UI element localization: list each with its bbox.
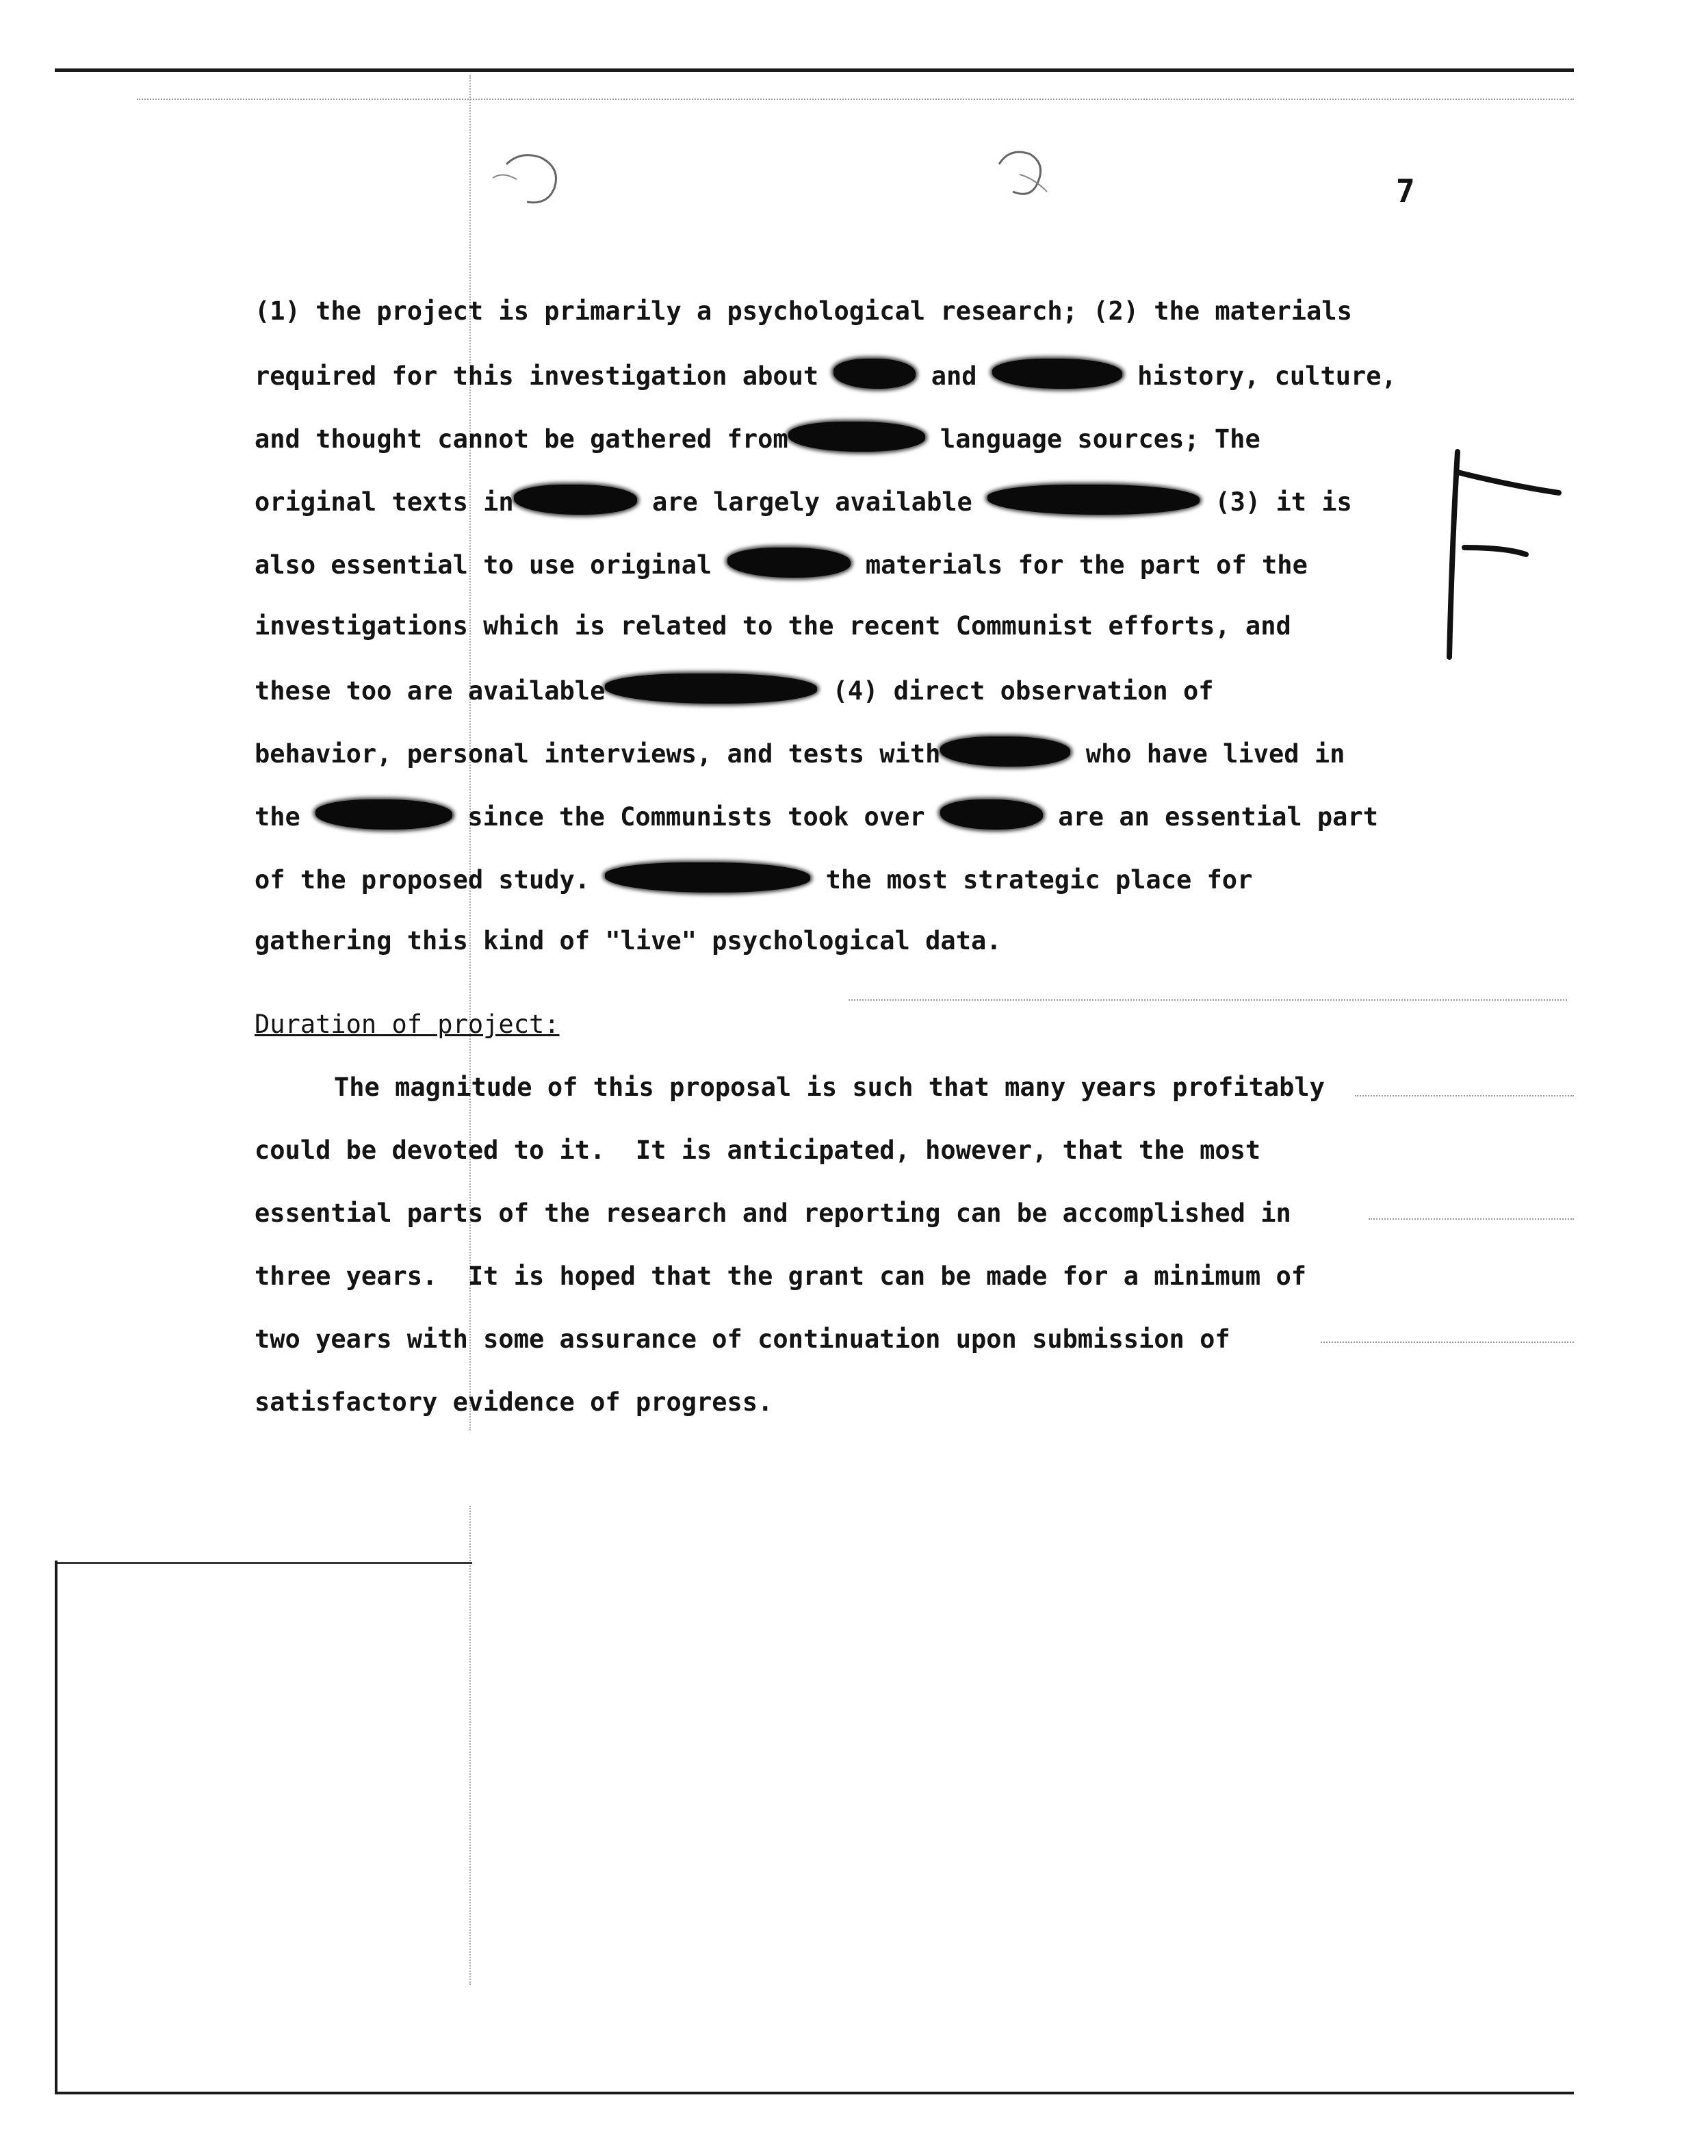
paragraph-line: and thought cannot be gathered from language sources; The (255, 422, 1486, 485)
bottom-rule (55, 2092, 1574, 2094)
paragraph-line: three years. It is hoped that the grant can be made for a minimum of (255, 1261, 1307, 1291)
paragraph-line: investigations which is related to the recent Communist efforts, and (255, 611, 1291, 641)
section-heading: Duration of project: (255, 1010, 560, 1039)
redaction-block (727, 548, 851, 578)
paragraph-line: behavior, personal interviews, and tests with who have lived in (255, 736, 1486, 799)
paragraph-line: satisfactory evidence of progress. (255, 1387, 773, 1417)
redaction-block (605, 862, 810, 893)
redaction-block (833, 359, 916, 389)
redaction-block (940, 736, 1070, 767)
redaction-block (992, 359, 1122, 389)
redaction-block (987, 485, 1200, 515)
paragraph-line: also essential to use original materials for the part of the (255, 548, 1486, 611)
redaction-block (605, 673, 817, 704)
form-border-left (55, 1561, 57, 2094)
document-body (255, 296, 1486, 1450)
redaction-block (788, 422, 925, 452)
paragraph-line: two years with some assurance of continuation upon submission of (255, 1324, 1230, 1354)
paragraph-line: required for this investigation about and history, culture, (255, 359, 1486, 422)
faded-stamp-mark (972, 137, 1081, 219)
faded-stamp-mark (479, 137, 588, 219)
page-number: 7 (1396, 172, 1415, 209)
paragraph-line: The magnitude of this proposal is such that many years profitably (334, 1073, 1325, 1102)
redaction-block (514, 485, 637, 515)
paragraph-line: of the proposed study. the most strategic place for (255, 862, 1486, 925)
paragraph-line: original texts in are largely available (3) it is (255, 485, 1486, 548)
paragraph-line: (1) the project is primarily a psychological research; (2) the materials (255, 296, 1352, 326)
paragraph-line: could be devoted to it. It is anticipated, however, that the most (255, 1135, 1261, 1165)
paragraph-line: gathering this kind of "live" psychological data. (255, 926, 1002, 955)
form-rule (55, 1562, 472, 1564)
top-rule (55, 68, 1574, 72)
paragraph-line: the since the Communists took over are an essential part (255, 799, 1486, 862)
paragraph-line: these too are available (4) direct observation of (255, 673, 1486, 736)
redaction-block (315, 799, 452, 830)
paragraph-line: essential parts of the research and reporting can be accomplished in (255, 1198, 1291, 1228)
redaction-block (940, 799, 1043, 830)
guide-line (469, 1506, 471, 1985)
guide-line (137, 99, 1574, 100)
